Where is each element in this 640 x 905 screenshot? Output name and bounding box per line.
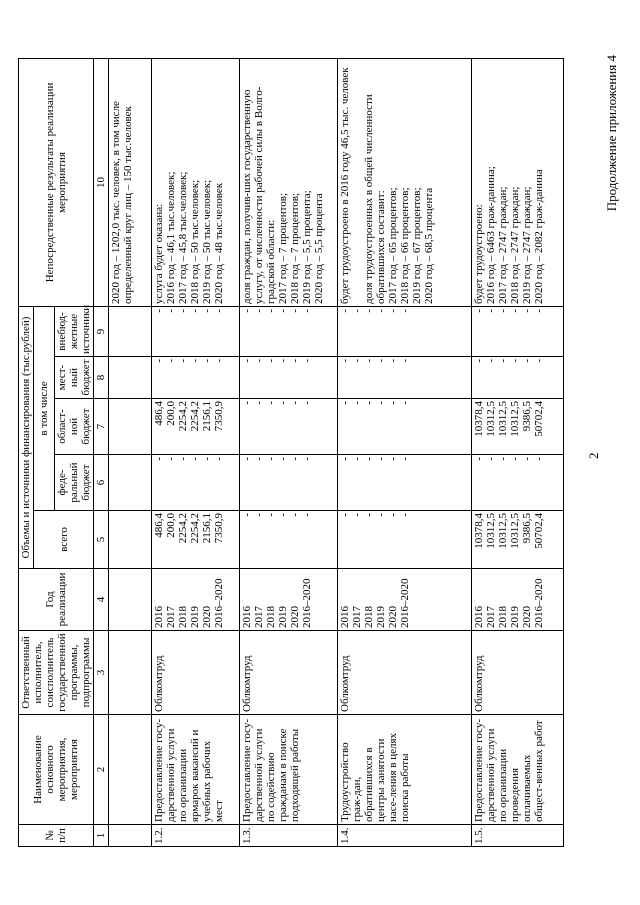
local-values: - - - - - - (152, 357, 240, 399)
local-values: - - - - - - (472, 357, 564, 399)
regional-values: - - - - - - (240, 399, 338, 455)
result-cell: будет трудоустроено: 2016 год – 6463 граж-данина; 2017 год – 2747 граждан; 2018 год – 2747 граждан; 2019 год – 2747 граждан; 2020 год – 2082 граж-данина (472, 58, 564, 306)
federal-values: - - - - - - (152, 455, 240, 511)
local-values: - - - - - - (338, 357, 472, 399)
header-executor: Ответственный исполнитель, соисполнитель государственной программы, подпрограммы (19, 631, 94, 715)
index-cell: 8 (94, 357, 109, 399)
result-cell: доля граждан, получив-ших государственную услугу, от численности рабочей силы в Волго-градской области: 2017 год – 7 процентов; 2018 год – 7 процентов; 2019 год – 5,5 процента; 2020 год – 5,5 процента (240, 58, 338, 306)
row-number: 1.3. (240, 825, 338, 847)
index-cell: 1 (94, 825, 109, 847)
executor: Облкомтруд (152, 631, 240, 715)
index-cell: 7 (94, 399, 109, 455)
regional-values: 10378,4 10312,5 10312,5 10312,5 9386,5 50702,4 (472, 399, 564, 455)
table-row-continued (109, 58, 152, 846)
header-name: Наименование основного мероприятия, мероприятия (19, 715, 94, 825)
index-row (94, 58, 109, 846)
table-row (472, 58, 564, 846)
index-cell: 9 (94, 306, 109, 356)
result-cell: 2020 год – 1202,0 тыс. человек, в том числе определенный круг лиц – 150 тыс.человек (109, 58, 152, 306)
index-cell: 2 (94, 715, 109, 825)
extra-values: - - - - - - (472, 306, 564, 356)
activity-name: Предоставление госу-дарственной услуги по организации проведения оплачиваемых общест-венных работ (472, 715, 564, 825)
header-incl: в том числе (34, 306, 55, 510)
row-number: 1.2. (152, 825, 240, 847)
executor: Облкомтруд (240, 631, 338, 715)
header-funding: Объемы и источники финансирования (тыс.рублей) (19, 306, 34, 568)
activity-name: Трудоустройство граж-дан, обратившихся в центры занятости насе-ления в целях поиска работы (338, 715, 472, 825)
executor: Облкомтруд (338, 631, 472, 715)
header-total: всего (34, 511, 94, 569)
extra-values: - - - - - - (338, 306, 472, 356)
index-cell: 5 (94, 511, 109, 569)
row-number: 1.5. (472, 825, 564, 847)
header-row-1 (19, 58, 34, 846)
years: 2016 2017 2018 2019 2020 2016–2020 (472, 569, 564, 631)
total-values: - - - - - - (240, 511, 338, 569)
total-values: 486,4 200,0 2254,2 2254,2 2156,1 7350,9 (152, 511, 240, 569)
header-local: мест-ный бюджет (55, 357, 94, 399)
table-row (240, 58, 338, 846)
index-cell: 6 (94, 455, 109, 511)
header-federal: феде-ральный бюджет (55, 455, 94, 511)
years: 2016 2017 2018 2019 2020 2016–2020 (240, 569, 338, 631)
result-cell: будет трудоустроено в 2016 году 46,5 тыс. человек доля трудоустроенных в общей численности обратившихся составит: 2017 год – 65 процентов; 2018 год – 66 процентов; 2019 год – 67 процентов; 2020 год – 68,5 процента (338, 58, 472, 306)
result-cell: услуга будет оказана: 2016 год – 46,1 тыс.человек; 2017 год – 45,8 тыс.человек; 2018 год – 50 тыс.человек; 2019 год – 50 тыс.человек; 2020 год – 48 тыс.человек (152, 58, 240, 306)
extra-values: - - - - - - (240, 306, 338, 356)
funding-table (18, 58, 564, 847)
total-values: - - - - - - (338, 511, 472, 569)
executor: Облкомтруд (472, 631, 564, 715)
index-cell: 10 (94, 58, 109, 306)
header-regional: област-ной бюджет (55, 399, 94, 455)
local-values: - - - - - - (240, 357, 338, 399)
federal-values: - - - - - - (338, 455, 472, 511)
header-num: № п/п (19, 825, 94, 847)
table-row (152, 58, 240, 846)
activity-name: Предоставление госу-дарственной услуги по организации ярмарок вакансий и учебных рабочих мест (152, 715, 240, 825)
header-extra: внебюд-жетные источники (55, 306, 94, 356)
regional-values: - - - - - - (338, 399, 472, 455)
activity-name: Предоставление госу-дарственной услуги по содействию гражданам в поиске подходящей работы (240, 715, 338, 825)
header-results: Непосредственные результаты реализации мероприятия (19, 58, 94, 306)
index-cell: 3 (94, 631, 109, 715)
years: 2016 2017 2018 2019 2020 2016–2020 (152, 569, 240, 631)
table-row (338, 58, 472, 846)
years: 2016 2017 2018 2019 2020 2016–2020 (338, 569, 472, 631)
row-number: 1.4. (338, 825, 472, 847)
federal-values: - - - - - - (240, 455, 338, 511)
continuation-caption: Продолжение приложения 4 (604, 55, 619, 212)
extra-values: - - - - - - (152, 306, 240, 356)
regional-values: 486,4 200,0 2254,2 2254,2 2156,1 7350,9 (152, 399, 240, 455)
header-year: Год реализации (19, 569, 94, 631)
index-cell: 4 (94, 569, 109, 631)
page-number: 2 (586, 452, 601, 459)
federal-values: - - - - - - (472, 455, 564, 511)
total-values: 10378,4 10312,5 10312,5 10312,5 9386,5 50702,4 (472, 511, 564, 569)
